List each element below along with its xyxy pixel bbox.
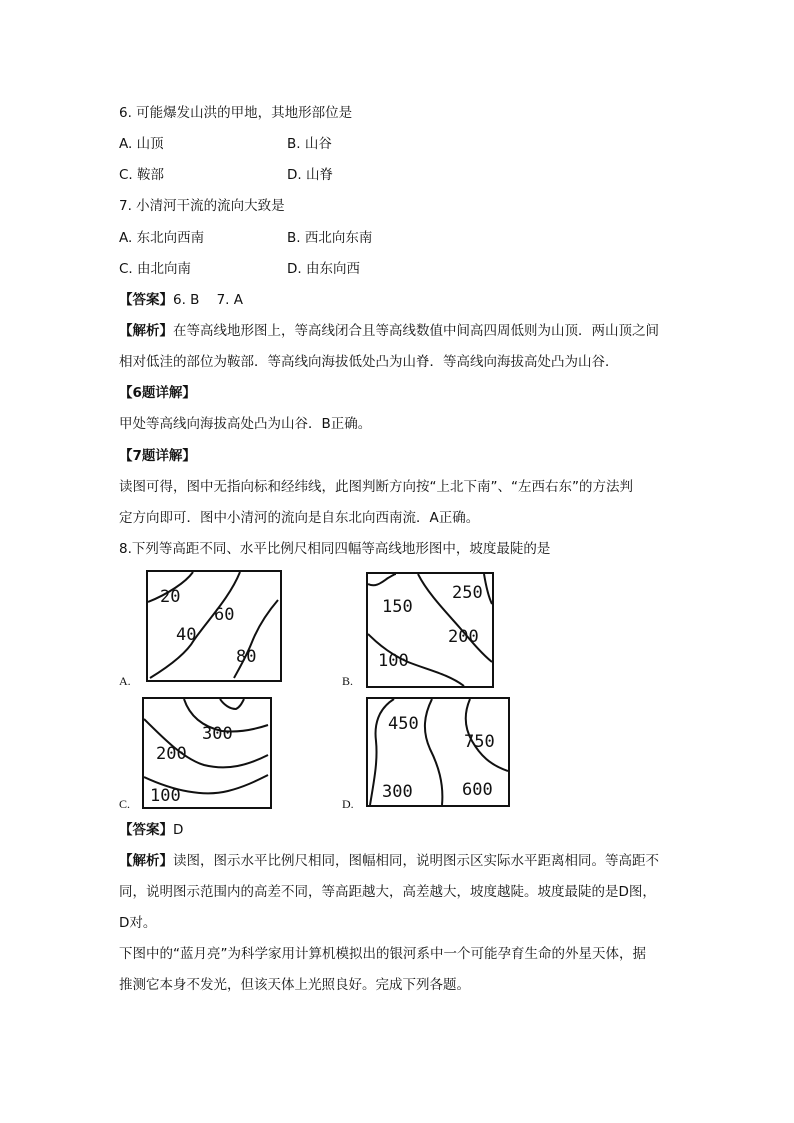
q6-option-a: A. 山顶 xyxy=(119,136,164,152)
answer-label: 【答案】 xyxy=(119,292,173,308)
contour-label: 60 xyxy=(214,605,235,625)
contour-label: 200 xyxy=(448,627,479,647)
question-6-stem: 6. 可能爆发山洪的甲地，其地形部位是 xyxy=(119,105,353,121)
intro-line-2: 推测它本身不发光，但该天体上光照良好。完成下列各题。 xyxy=(119,977,470,993)
map-a-caption: A. xyxy=(119,674,131,688)
answer-text: D xyxy=(173,822,184,838)
contour-label: 300 xyxy=(382,782,413,802)
contour-label: 600 xyxy=(462,780,493,800)
question-8-stem: 8.下列等高距不同、水平比例尺相同四幅等高线地形图中，坡度最陡的是 xyxy=(119,541,551,557)
contour-label: 200 xyxy=(156,744,187,764)
contour-map-b-svg xyxy=(368,574,492,686)
contour-map-c-svg xyxy=(144,699,270,807)
answer-text: 6. B 7. A xyxy=(173,292,244,308)
answer-label: 【答案】 xyxy=(119,822,173,838)
contour-map-d-svg xyxy=(368,699,508,805)
q7-option-a: A. 东北向西南 xyxy=(119,230,205,246)
map-d-caption: D. xyxy=(342,797,354,811)
answer-block-1 xyxy=(119,291,243,309)
contour-label: 250 xyxy=(452,583,483,603)
analysis-label: 【解析】 xyxy=(119,323,173,339)
question-7-stem: 7. 小清河干流的流向大致是 xyxy=(119,198,285,214)
map-b-caption: B. xyxy=(342,674,354,688)
analysis-label: 【解析】 xyxy=(119,853,173,869)
contour-label: 40 xyxy=(176,625,197,645)
analysis-2-line-1: 读图，图示水平比例尺相同，图幅相同，说明图示区实际水平距离相同。等高距不 xyxy=(173,853,659,869)
analysis-2-line-3: D对。 xyxy=(119,915,157,931)
detail-7-line-1: 读图可得，图中无指向标和经纬线，此图判断方向按“上北下南”、“左西右东”的方法判 xyxy=(119,479,633,495)
contour-label: 80 xyxy=(236,647,257,667)
analysis-block-2 xyxy=(119,852,659,870)
q6-option-d: D. 山脊 xyxy=(287,167,333,183)
contour-map-c xyxy=(142,697,272,809)
detail-6-text: 甲处等高线向海拔高处凸为山谷．B正确。 xyxy=(119,416,372,432)
detail-7-header: 【7题详解】 xyxy=(119,448,196,464)
contour-label: 300 xyxy=(202,724,233,744)
intro-line-1: 下图中的“蓝月亮”为科学家用计算机模拟出的银河系中一个可能孕育生命的外星天体，据 xyxy=(119,946,646,962)
map-c-caption: C. xyxy=(119,797,131,811)
contour-label: 150 xyxy=(382,597,413,617)
analysis-line-2: 相对低洼的部位为鞍部．等高线向海拔低处凸为山脊．等高线向海拔高处凸为山谷． xyxy=(119,354,619,370)
contour-map-a-svg xyxy=(148,572,280,680)
q6-option-b: B. 山谷 xyxy=(287,136,332,152)
detail-7-line-2: 定方向即可．图中小清河的流向是自东北向西南流．A正确。 xyxy=(119,510,480,526)
analysis-line-1: 在等高线地形图上，等高线闭合且等高线数值中间高四周低则为山顶．两山顶之间 xyxy=(173,323,659,339)
analysis-block-1 xyxy=(119,322,659,340)
contour-map-a xyxy=(146,570,282,682)
contour-map-d xyxy=(366,697,510,807)
analysis-2-line-2: 同，说明图示范围内的高差不同，等高距越大，高差越大，坡度越陡。坡度最陡的是D图， xyxy=(119,884,656,900)
detail-6-header: 【6题详解】 xyxy=(119,385,196,401)
q7-option-b: B. 西北向东南 xyxy=(287,230,373,246)
contour-label: 100 xyxy=(378,651,409,671)
contour-label: 100 xyxy=(150,786,181,806)
contour-label: 450 xyxy=(388,714,419,734)
q7-option-d: D. 由东向西 xyxy=(287,261,360,277)
contour-map-b xyxy=(366,572,494,688)
q7-option-c: C. 由北向南 xyxy=(119,261,192,277)
contour-label: 20 xyxy=(160,587,181,607)
answer-block-2 xyxy=(119,821,183,839)
contour-label: 750 xyxy=(464,732,495,752)
q6-option-c: C. 鞍部 xyxy=(119,167,165,183)
